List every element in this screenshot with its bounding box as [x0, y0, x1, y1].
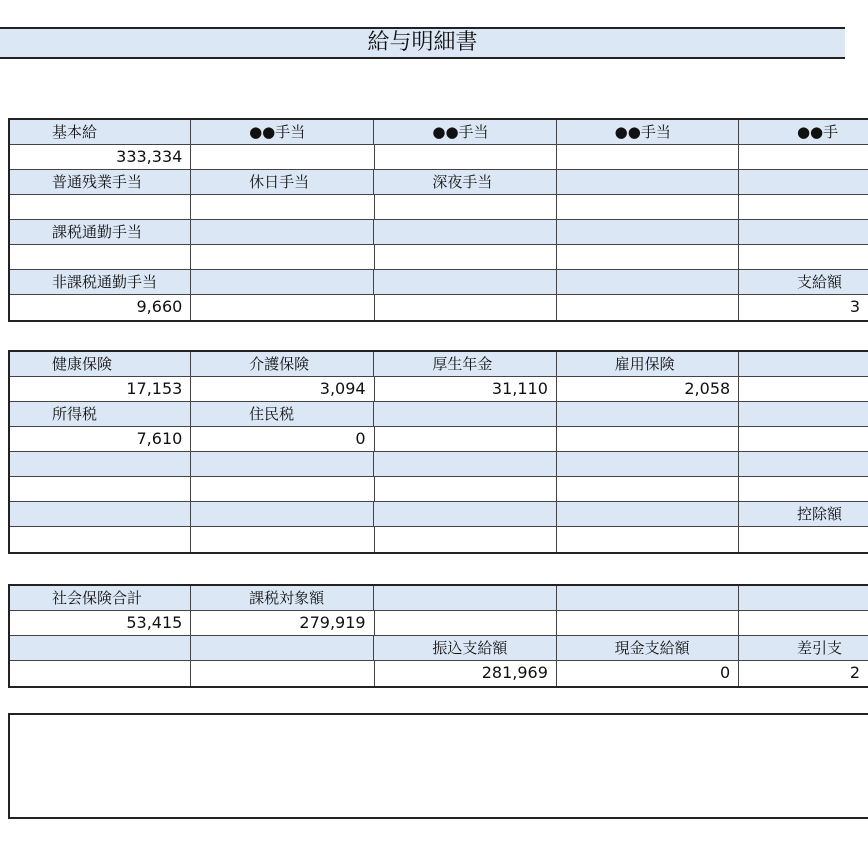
deductions-label-cell: 雇用保険: [557, 352, 739, 376]
deductions-label-cell: 厚生年金: [374, 352, 556, 376]
payments-label-cell: [374, 220, 556, 244]
payments-label-cell: [557, 220, 739, 244]
deductions-value-cell[interactable]: 17,153: [10, 377, 191, 401]
totals-value-cell[interactable]: 281,969: [375, 661, 557, 686]
payments-label-cell: ●●手: [796, 123, 839, 141]
deductions-value-cell[interactable]: [739, 477, 868, 501]
payments-label-cell: 支給額: [796, 273, 842, 291]
deductions-value-cell[interactable]: 3,094: [191, 377, 374, 401]
payments-value-row: [10, 295, 868, 320]
totals-value-cell[interactable]: 53,415: [10, 611, 191, 635]
payments-value-cell[interactable]: [557, 195, 739, 219]
totals-label-cell: [10, 636, 191, 660]
totals-value-cell[interactable]: [557, 611, 739, 635]
payments-value-cell[interactable]: [739, 195, 868, 219]
totals-label-cell: 現金支給額: [557, 636, 739, 660]
payments-value-cell[interactable]: [375, 245, 557, 269]
payments-label-row: [10, 120, 868, 145]
deductions-label-cell: 介護保険: [191, 352, 374, 376]
deductions-label-row: [10, 402, 868, 427]
deductions-section: [8, 350, 868, 554]
deductions-value-row: [10, 377, 868, 402]
payments-value-cell[interactable]: 3: [849, 297, 860, 316]
payments-label-cell: [557, 170, 739, 194]
deductions-value-cell[interactable]: [10, 527, 191, 552]
totals-label-cell: 社会保険合計: [10, 586, 191, 610]
deductions-label-cell: [739, 352, 868, 376]
deductions-value-cell[interactable]: [10, 477, 191, 501]
payments-value-cell[interactable]: [557, 295, 739, 320]
payments-label-cell: [191, 220, 374, 244]
deductions-value-cell[interactable]: [375, 427, 557, 451]
payments-value-cell[interactable]: [10, 195, 191, 219]
payments-value-row: [10, 195, 868, 220]
deductions-value-cell[interactable]: [191, 527, 374, 552]
deductions-value-row: [10, 477, 868, 502]
totals-value-cell[interactable]: 279,919: [191, 611, 374, 635]
totals-label-cell: 課税対象額: [191, 586, 374, 610]
payments-label-cell: 休日手当: [191, 170, 374, 194]
payments-label-cell: [557, 270, 739, 294]
payments-value-cell[interactable]: [557, 145, 739, 169]
payments-label-cell: 非課税通勤手当: [10, 270, 191, 294]
payments-label-cell: ●●手当: [374, 120, 556, 144]
totals-value-cell[interactable]: [191, 661, 374, 686]
deductions-label-cell: 健康保険: [10, 352, 191, 376]
payments-label-cell: [374, 270, 556, 294]
deductions-label-row: [10, 502, 868, 527]
totals-section: [8, 584, 868, 688]
totals-value-cell[interactable]: 0: [557, 661, 739, 686]
payments-label-cell: [191, 270, 374, 294]
totals-label-cell: 差引支: [796, 639, 842, 657]
payments-label-cell: 普通残業手当: [10, 170, 191, 194]
payments-value-cell[interactable]: [557, 245, 739, 269]
deductions-value-cell[interactable]: [557, 427, 739, 451]
deductions-label-cell: [374, 452, 556, 476]
deductions-label-cell: [557, 402, 739, 426]
totals-value-row: [10, 661, 868, 686]
payments-label-cell: 課税通勤手当: [10, 220, 191, 244]
payments-value-cell[interactable]: [191, 295, 374, 320]
deductions-label-cell: [10, 452, 191, 476]
payments-label-cell: ●●手当: [191, 120, 374, 144]
totals-label-cell: [191, 636, 374, 660]
deductions-label-cell: 控除額: [796, 505, 842, 523]
payments-value-cell[interactable]: [191, 195, 374, 219]
deductions-value-cell[interactable]: [739, 527, 868, 552]
totals-value-cell[interactable]: [375, 611, 557, 635]
totals-value-cell[interactable]: 2: [849, 663, 860, 682]
deductions-label-cell: [739, 452, 868, 476]
payments-value-cell[interactable]: [191, 145, 374, 169]
totals-value-cell[interactable]: [10, 661, 191, 686]
deductions-label-cell: [191, 452, 374, 476]
deductions-value-cell[interactable]: 2,058: [557, 377, 739, 401]
payments-value-cell[interactable]: [191, 245, 374, 269]
deductions-value-cell[interactable]: 31,110: [375, 377, 557, 401]
payments-value-cell[interactable]: 9,660: [10, 295, 191, 320]
deductions-label-cell: [374, 502, 556, 526]
payments-label-cell: 深夜手当: [374, 170, 556, 194]
payments-section: [8, 118, 868, 322]
totals-label-row: [10, 636, 868, 661]
deductions-label-cell: [739, 402, 868, 426]
payments-label-cell: [739, 170, 868, 194]
deductions-value-cell[interactable]: [557, 477, 739, 501]
totals-label-cell: [557, 586, 739, 610]
payments-value-cell[interactable]: [375, 295, 557, 320]
totals-label-cell: [739, 586, 868, 610]
deductions-value-cell[interactable]: 7,610: [10, 427, 191, 451]
totals-value-row: [10, 611, 868, 636]
deductions-label-cell: [374, 402, 556, 426]
totals-label-row: [10, 586, 868, 611]
deductions-label-cell: [557, 452, 739, 476]
deductions-value-cell[interactable]: [375, 527, 557, 552]
deductions-label-row: [10, 452, 868, 477]
payments-value-cell[interactable]: [739, 245, 868, 269]
memo-box[interactable]: [8, 713, 868, 819]
payments-label-cell: 基本給: [10, 120, 191, 144]
deductions-value-cell[interactable]: [739, 377, 868, 401]
payments-label-row: [10, 170, 868, 195]
deductions-label-cell: [191, 502, 374, 526]
deductions-value-cell[interactable]: [739, 427, 868, 451]
deductions-label-cell: [557, 502, 739, 526]
deductions-label-cell: 住民税: [191, 402, 374, 426]
deductions-value-row: [10, 427, 868, 452]
payments-label-row: [10, 270, 868, 295]
page-title: 給与明細書: [0, 27, 845, 59]
payments-label-cell: ●●手当: [557, 120, 739, 144]
deductions-value-cell[interactable]: [557, 527, 739, 552]
payments-value-cell[interactable]: [739, 145, 868, 169]
payments-value-cell[interactable]: 333,334: [10, 145, 191, 169]
totals-value-cell[interactable]: [739, 611, 868, 635]
totals-label-cell: 振込支給額: [374, 636, 556, 660]
deductions-label-cell: 所得税: [10, 402, 191, 426]
payments-label-cell: [739, 220, 868, 244]
deductions-value-cell[interactable]: [191, 477, 374, 501]
deductions-label-cell: [10, 502, 191, 526]
payments-value-row: [10, 145, 868, 170]
deductions-value-row: [10, 527, 868, 552]
deductions-value-cell[interactable]: 0: [191, 427, 374, 451]
deductions-value-cell[interactable]: [375, 477, 557, 501]
deductions-label-row: [10, 352, 868, 377]
payments-value-cell[interactable]: [10, 245, 191, 269]
payments-value-cell[interactable]: [375, 145, 557, 169]
payments-value-cell[interactable]: [375, 195, 557, 219]
payments-label-row: [10, 220, 868, 245]
totals-label-cell: [374, 586, 556, 610]
payments-value-row: [10, 245, 868, 270]
